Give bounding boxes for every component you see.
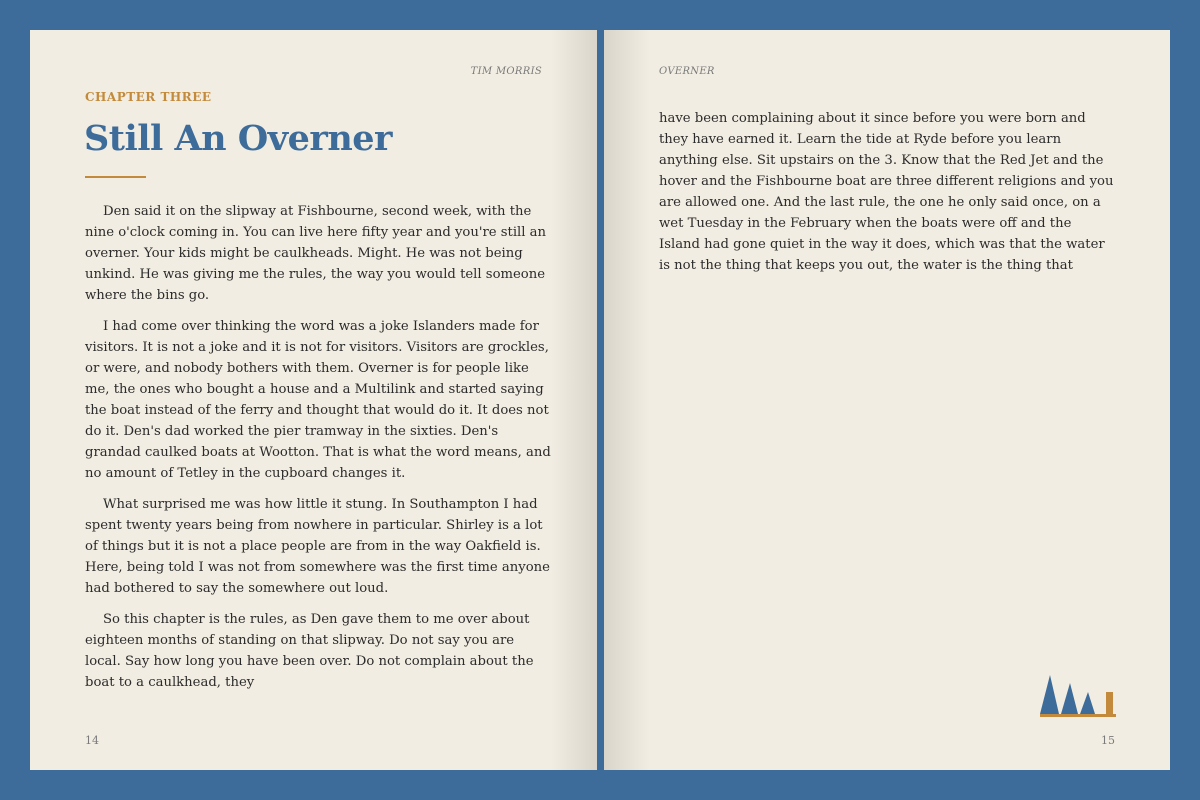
paragraph: Den said it on the slipway at Fishbourne, second week, with the nine o'clock coming in. You can live here fifty year and you're still an overner. Your kids might be caulkheads. Might. He was not being unkind. He was giving me the rules, the way you would tell someone where the bins go. <box>85 204 547 303</box>
paragraph: have been complaining about it since before you were born and they have earned it. Learn the tide at Ryde before you learn anything else. Sit upstairs on the 3. Know that the Red Jet and the hover and the Fishbourne boat are three different religions and you are allowed one. And the last rule, the one he only said once, on a wet Tuesday in the February when the boats were off and the Island had gone quiet in the way it does, which was that the water is not the thing that keeps you out, the water is the thing that <box>659 111 1114 273</box>
chapter-label: CHAPTER THREE <box>85 90 212 104</box>
right-page <box>604 30 1170 770</box>
page-number-right: 15 <box>1101 734 1115 747</box>
title-rule <box>85 176 146 178</box>
paragraph: I had come over thinking the word was a joke Islanders made for visitors. It is not a joke and it is not for visitors. Visitors are grockles, or were, and nobody bothers with them. Overner is for people like me, the ones who bought a house and a Multilink and started saying the boat instead of the ferry and thought that would do it. It does not do it. Den's dad worked the pier tramway in the sixties. Den's grandad caulked boats at Wootton. That is what the word means, and no amount of Tetley in the cupboard changes it. <box>85 319 551 481</box>
running-head-author: TIM MORRIS <box>470 66 542 77</box>
page-number-left: 14 <box>85 734 99 747</box>
paragraph: So this chapter is the rules, as Den gave them to me over about eighteen months of standing on that slipway. Do not say you are local. Say how long you have been over. Do not complain about the boat to a caulkhead, they <box>85 612 534 690</box>
running-head-title: OVERNER <box>659 66 715 77</box>
chapter-title: Still An Overner <box>84 118 392 159</box>
left-page-body <box>85 201 552 703</box>
left-page <box>30 30 597 770</box>
paragraph: What surprised me was how little it stung. In Southampton I had spent twenty years being from nowhere in particular. Shirley is a lot of things but it is not a place people are from in the way Oakfield is. Here, being told I was not from somewhere was the first time anyone had bothered to say the somewhere out loud. <box>85 497 550 596</box>
needles-ornament-icon <box>1040 672 1120 718</box>
right-page-body <box>659 108 1115 286</box>
